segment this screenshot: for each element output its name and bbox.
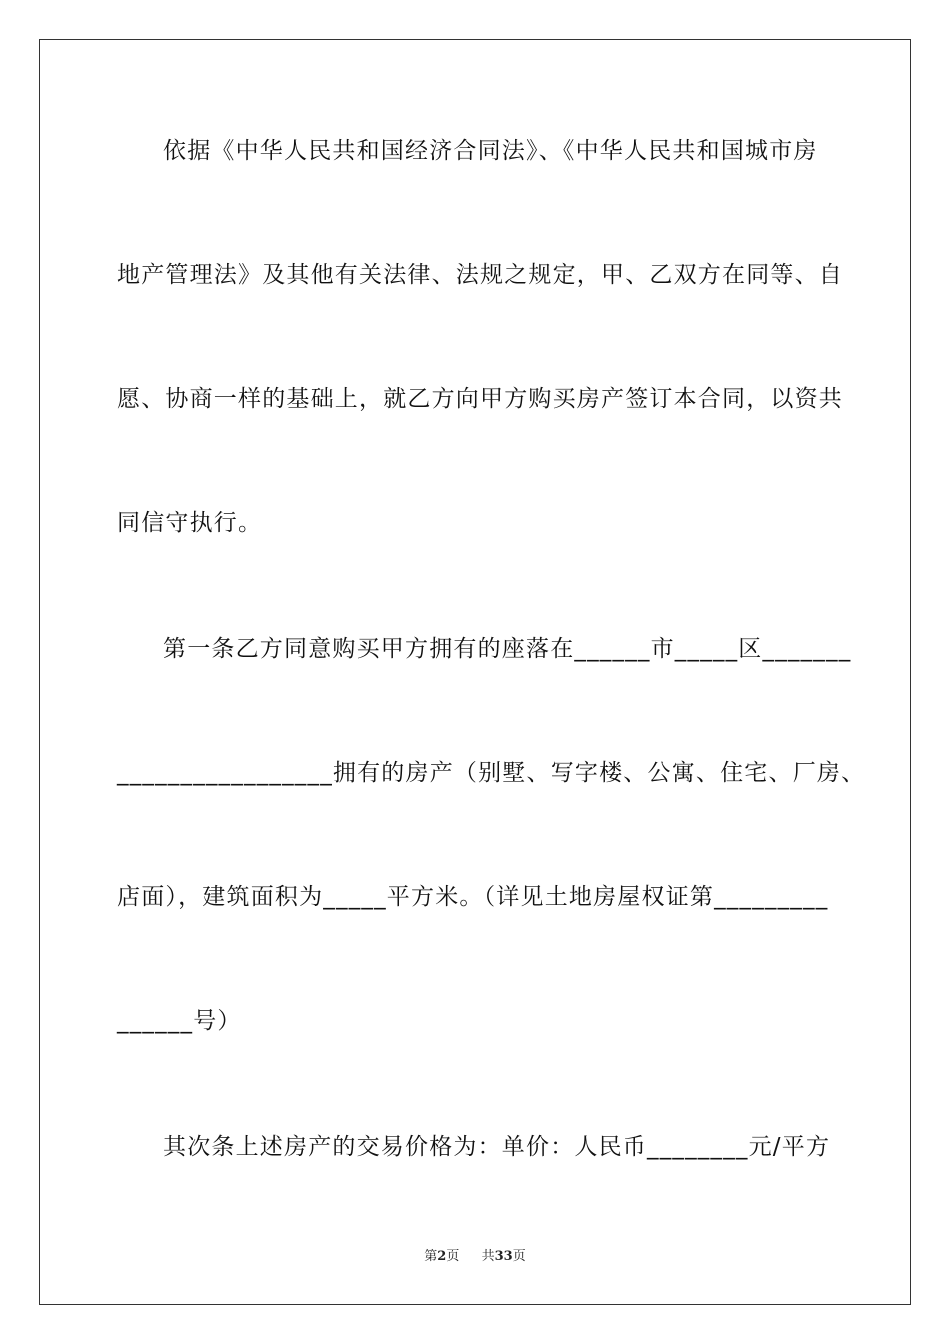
intro-line-1: 依据《中华人民共和国经济合同法》、《中华人民共和国城市房 [163, 138, 818, 164]
intro-line-4: 同信守执行。 [117, 510, 263, 536]
article1-line-1: 第一条乙方同意购买甲方拥有的座落在______市_____区_______ [163, 636, 852, 662]
page-footer [0, 1248, 950, 1266]
total-suffix: 页 [512, 1249, 526, 1264]
article2-line-1: 其次条上述房产的交易价格为：单价：人民币________元/平方 [163, 1134, 831, 1160]
total-prefix: 共 [481, 1249, 495, 1264]
intro-line-3: 愿、协商一样的基础上，就乙方向甲方购买房产签订本合同，以资共 [117, 386, 843, 412]
page-current: 2 [437, 1249, 447, 1264]
page-suffix: 页 [446, 1249, 460, 1264]
page-border [39, 39, 911, 1305]
intro-line-2: 地产管理法》及其他有关法律、法规之规定，甲、乙双方在同等、自 [117, 262, 843, 288]
article1-line-2: _________________拥有的房产（别墅、写字楼、公寓、住宅、厂房、 [117, 760, 866, 786]
page-prefix: 第 [424, 1249, 438, 1264]
article1-line-3: 店面），建筑面积为_____平方米。（详见土地房屋权证第_________ [117, 884, 829, 910]
page-total: 33 [494, 1249, 513, 1264]
article1-line-4: ______号） [117, 1008, 242, 1034]
